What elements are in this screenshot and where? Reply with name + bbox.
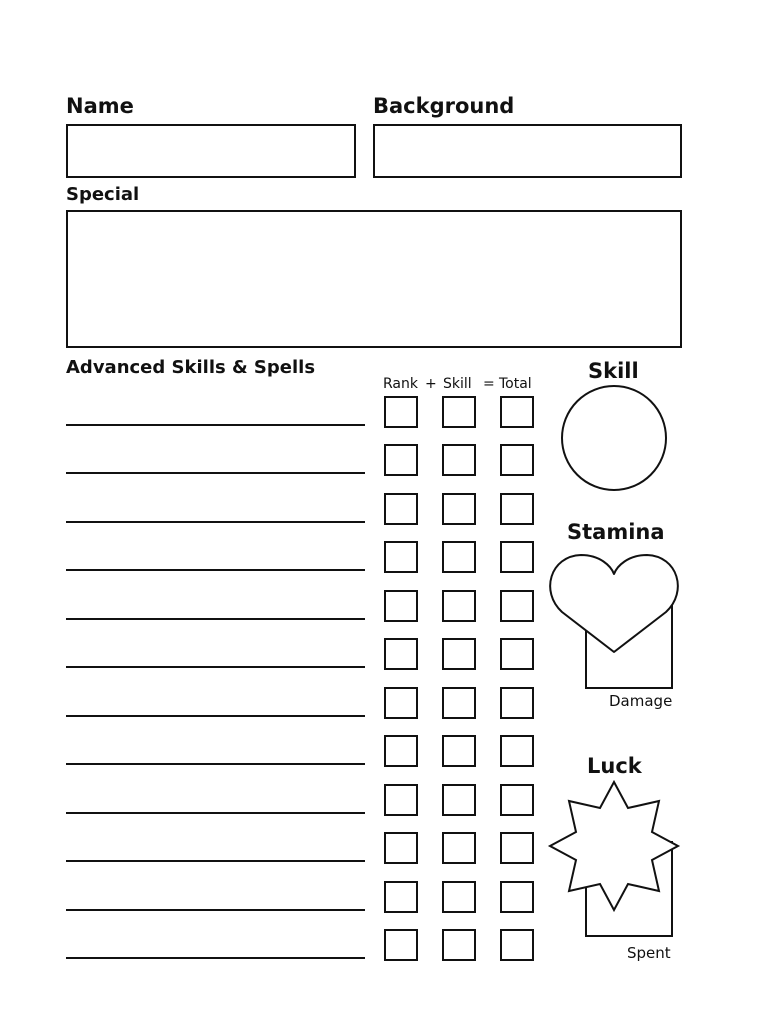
background-label: Background — [373, 94, 515, 118]
spent-label: Spent — [627, 944, 671, 962]
total-column-header: Total — [499, 376, 532, 392]
plus-operator: + — [425, 376, 437, 392]
stamina-stat-label: Stamina — [567, 520, 665, 544]
skill-circle[interactable] — [562, 386, 666, 490]
skill-column-header: Skill — [443, 376, 472, 392]
name-label: Name — [66, 94, 134, 118]
skill-stat-label: Skill — [588, 359, 639, 383]
rank-column-header: Rank — [383, 376, 418, 392]
special-label: Special — [66, 184, 140, 205]
skills-section-title: Advanced Skills & Spells — [66, 357, 316, 378]
equals-operator: = — [483, 376, 495, 392]
damage-label: Damage — [609, 692, 673, 710]
luck-stat-label: Luck — [587, 754, 642, 778]
luck-star[interactable] — [550, 782, 678, 910]
